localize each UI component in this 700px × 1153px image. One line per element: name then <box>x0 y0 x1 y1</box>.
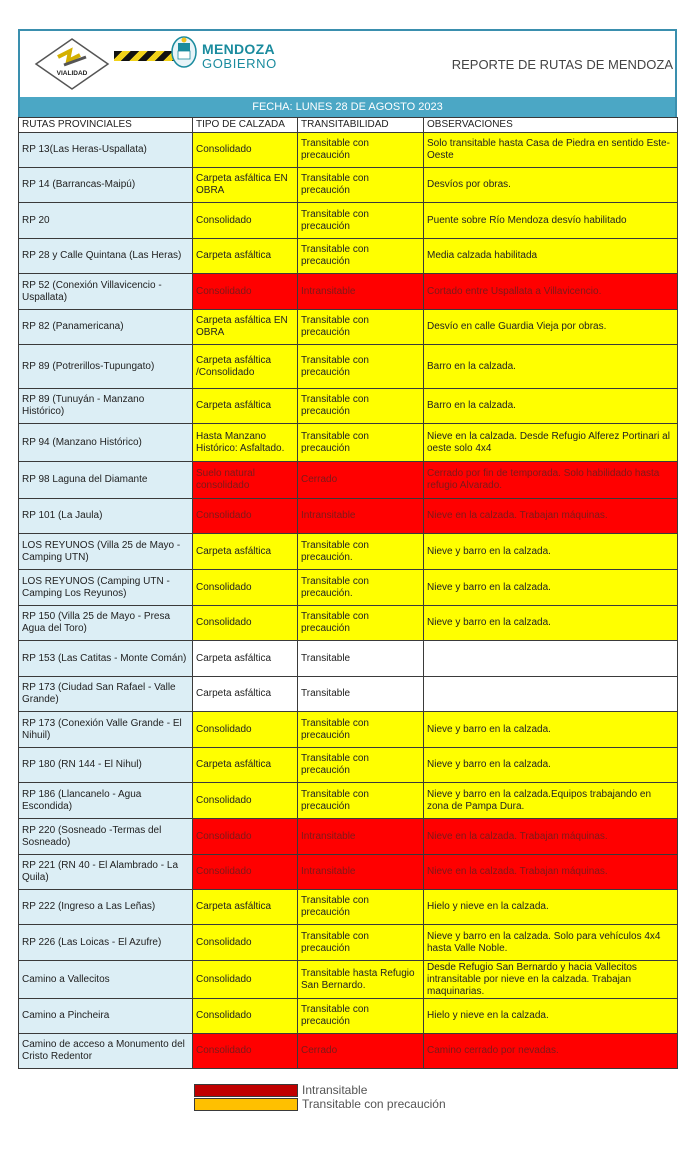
observation-cell: Nieve y barro en la calzada. <box>424 570 678 606</box>
table-row <box>19 855 678 890</box>
status-cell: Transitable con precaución <box>298 168 424 203</box>
surface-cell: Consolidado <box>193 783 298 819</box>
status-cell: Transitable con precaución <box>298 606 424 641</box>
observation-cell: Nieve y barro en la calzada. Solo para vehículos 4x4 hasta Valle Noble. <box>424 925 678 961</box>
status-cell: Cerrado <box>298 1034 424 1069</box>
table-row <box>19 1034 678 1069</box>
surface-cell: Suelo natural consolidado <box>193 462 298 499</box>
status-cell: Transitable con precaución <box>298 239 424 274</box>
surface-cell: Carpeta asfáltica /Consolidado <box>193 345 298 389</box>
surface-cell: Carpeta asfáltica <box>193 890 298 925</box>
observation-cell: Barro en la calzada. <box>424 389 678 424</box>
table-row <box>19 641 678 677</box>
observation-cell: Cortado entre Uspallata a Villavicencio. <box>424 274 678 310</box>
table-row <box>19 168 678 203</box>
surface-cell: Hasta Manzano Histórico: Asfaltado. <box>193 424 298 462</box>
route-cell: RP 220 (Sosneado -Termas del Sosneado) <box>19 819 193 855</box>
route-cell: RP 173 (Conexión Valle Grande - El Nihuil) <box>19 712 193 748</box>
gov-name-line2: GOBIERNO <box>202 56 277 71</box>
mendoza-seal-icon <box>170 35 198 69</box>
status-cell: Transitable con precaución <box>298 424 424 462</box>
vialidad-logo <box>34 37 110 91</box>
surface-cell: Consolidado <box>193 819 298 855</box>
surface-cell: Consolidado <box>193 925 298 961</box>
observation-cell: Nieve y barro en la calzada. <box>424 534 678 570</box>
route-cell: Camino a Vallecitos <box>19 961 193 999</box>
table-row <box>19 783 678 819</box>
status-cell: Transitable con precaución <box>298 133 424 168</box>
route-cell: RP 82 (Panamericana) <box>19 310 193 345</box>
surface-cell: Consolidado <box>193 274 298 310</box>
legend-swatch-orange <box>194 1098 298 1111</box>
table-row <box>19 748 678 783</box>
route-cell: RP 89 (Potrerillos-Tupungato) <box>19 345 193 389</box>
surface-cell: Carpeta asfáltica EN OBRA <box>193 168 298 203</box>
status-cell: Transitable con precaución <box>298 890 424 925</box>
table-row <box>19 345 678 389</box>
route-cell: RP 98 Laguna del Diamante <box>19 462 193 499</box>
observation-cell: Nieve en la calzada. Trabajan máquinas. <box>424 499 678 534</box>
table-row <box>19 239 678 274</box>
observation-cell: Desvío en calle Guardia Vieja por obras. <box>424 310 678 345</box>
status-cell: Intransitable <box>298 274 424 310</box>
table-row <box>19 819 678 855</box>
table-row <box>19 133 678 168</box>
route-cell: RP 101 (La Jaula) <box>19 499 193 534</box>
table-row <box>19 570 678 606</box>
observation-cell: Nieve y barro en la calzada. <box>424 606 678 641</box>
surface-cell: Consolidado <box>193 1034 298 1069</box>
legend-swatch-red <box>194 1084 298 1097</box>
surface-cell: Carpeta asfáltica <box>193 239 298 274</box>
table-row <box>19 890 678 925</box>
table-row <box>19 925 678 961</box>
column-header-route: RUTAS PROVINCIALES <box>19 118 193 133</box>
status-cell: Transitable con precaución <box>298 999 424 1034</box>
observation-cell: Hielo y nieve en la calzada. <box>424 999 678 1034</box>
status-cell: Transitable hasta Refugio San Bernardo. <box>298 961 424 999</box>
observation-cell: Nieve en la calzada. Desde Refugio Alferez Portinari al oeste solo 4x4 <box>424 424 678 462</box>
route-cell: RP 221 (RN 40 - El Alambrado - La Quila) <box>19 855 193 890</box>
route-cell: LOS REYUNOS (Camping UTN - Camping Los Reyunos) <box>19 570 193 606</box>
table-row <box>19 534 678 570</box>
table-row <box>19 961 678 999</box>
observation-cell <box>424 677 678 712</box>
table-row <box>19 310 678 345</box>
route-cell: LOS REYUNOS (Villa 25 de Mayo - Camping UTN) <box>19 534 193 570</box>
status-cell: Transitable con precaución <box>298 925 424 961</box>
vialidad-logo-text: VIALIDAD <box>56 70 88 77</box>
routes-table-body <box>19 133 678 1069</box>
surface-cell: Consolidado <box>193 570 298 606</box>
surface-cell: Carpeta asfáltica <box>193 534 298 570</box>
status-cell: Transitable <box>298 641 424 677</box>
status-cell: Cerrado <box>298 462 424 499</box>
table-row <box>19 389 678 424</box>
status-cell: Transitable con precaución <box>298 748 424 783</box>
surface-cell: Carpeta asfáltica <box>193 641 298 677</box>
surface-cell: Consolidado <box>193 712 298 748</box>
observation-cell: Nieve en la calzada. Trabajan máquinas. <box>424 855 678 890</box>
surface-cell: Carpeta asfáltica <box>193 677 298 712</box>
surface-cell: Carpeta asfáltica <box>193 389 298 424</box>
route-cell: RP 180 (RN 144 - El Nihul) <box>19 748 193 783</box>
route-cell: RP 226 (Las Loicas - El Azufre) <box>19 925 193 961</box>
route-cell: Camino de acceso a Monumento del Cristo Redentor <box>19 1034 193 1069</box>
table-row <box>19 462 678 499</box>
surface-cell: Consolidado <box>193 133 298 168</box>
surface-cell: Carpeta asfáltica <box>193 748 298 783</box>
status-cell: Transitable <box>298 677 424 712</box>
status-cell: Transitable con precaución. <box>298 570 424 606</box>
table-row <box>19 677 678 712</box>
route-cell: RP 13(Las Heras-Uspallata) <box>19 133 193 168</box>
report-page <box>18 29 677 1069</box>
route-cell: RP 14 (Barrancas-Maipú) <box>19 168 193 203</box>
gov-name-line1: MENDOZA <box>202 41 275 57</box>
table-header-row <box>19 118 678 133</box>
surface-cell: Consolidado <box>193 855 298 890</box>
route-cell: RP 153 (Las Catitas - Monte Comán) <box>19 641 193 677</box>
status-cell: Transitable con precaución <box>298 310 424 345</box>
column-header-surface: TIPO DE CALZADA <box>193 118 298 133</box>
route-cell: RP 28 y Calle Quintana (Las Heras) <box>19 239 193 274</box>
route-cell: RP 186 (Llancanelo - Agua Escondida) <box>19 783 193 819</box>
table-row <box>19 606 678 641</box>
observation-cell: Desde Refugio San Bernardo y hacia Vallecitos intransitable por nieve en la calzada. Trabajan maquinarias. <box>424 961 678 999</box>
table-row <box>19 999 678 1034</box>
table-row <box>19 499 678 534</box>
route-cell: RP 20 <box>19 203 193 239</box>
observation-cell: Nieve y barro en la calzada. <box>424 748 678 783</box>
column-header-status: TRANSITABILIDAD <box>298 118 424 133</box>
route-cell: Camino a Pincheira <box>19 999 193 1034</box>
surface-cell: Consolidado <box>193 203 298 239</box>
surface-cell: Consolidado <box>193 606 298 641</box>
observation-cell: Barro en la calzada. <box>424 345 678 389</box>
status-cell: Intransitable <box>298 499 424 534</box>
observation-cell <box>424 641 678 677</box>
legend-label-intransitable: Intransitable <box>302 1083 368 1097</box>
observation-cell: Cerrado por fin de temporada. Solo habilidado hasta refugio Alvarado. <box>424 462 678 499</box>
route-cell: RP 52 (Conexión Villavicencio - Uspallata) <box>19 274 193 310</box>
observation-cell: Hielo y nieve en la calzada. <box>424 890 678 925</box>
route-cell: RP 173 (Ciudad San Rafael - Valle Grande) <box>19 677 193 712</box>
route-cell: RP 150 (Villa 25 de Mayo - Presa Agua del Toro) <box>19 606 193 641</box>
route-cell: RP 89 (Tunuyán - Manzano Histórico) <box>19 389 193 424</box>
surface-cell: Consolidado <box>193 961 298 999</box>
table-row <box>19 203 678 239</box>
table-row <box>19 712 678 748</box>
status-cell: Transitable con precaución <box>298 712 424 748</box>
legend-label-precaucion: Transitable con precaución <box>302 1097 446 1111</box>
surface-cell: Consolidado <box>193 999 298 1034</box>
status-cell: Transitable con precaución <box>298 345 424 389</box>
observation-cell: Solo transitable hasta Casa de Piedra en sentido Este-Oeste <box>424 133 678 168</box>
table-row <box>19 274 678 310</box>
table-row <box>19 424 678 462</box>
status-cell: Transitable con precaución <box>298 389 424 424</box>
observation-cell: Nieve y barro en la calzada. <box>424 712 678 748</box>
routes-table <box>18 117 678 1069</box>
observation-cell: Camino cerrado por nevadas. <box>424 1034 678 1069</box>
observation-cell: Nieve y barro en la calzada.Equipos trabajando en zona de Pampa Dura. <box>424 783 678 819</box>
status-cell: Transitable con precaución. <box>298 534 424 570</box>
surface-cell: Carpeta asfáltica EN OBRA <box>193 310 298 345</box>
observation-cell: Media calzada habilitada <box>424 239 678 274</box>
route-cell: RP 222 (Ingreso a Las Leñas) <box>19 890 193 925</box>
report-header <box>18 29 677 97</box>
observation-cell: Nieve en la calzada. Trabajan máquinas. <box>424 819 678 855</box>
surface-cell: Consolidado <box>193 499 298 534</box>
status-cell: Intransitable <box>298 819 424 855</box>
observation-cell: Puente sobre Río Mendoza desvío habilitado <box>424 203 678 239</box>
column-header-observations: OBSERVACIONES <box>424 118 678 133</box>
status-cell: Intransitable <box>298 855 424 890</box>
status-cell: Transitable con precaución <box>298 783 424 819</box>
observation-cell: Desvíos por obras. <box>424 168 678 203</box>
report-date: FECHA: LUNES 28 DE AGOSTO 2023 <box>18 97 677 117</box>
report-title: REPORTE DE RUTAS DE MENDOZA <box>451 57 673 72</box>
route-cell: RP 94 (Manzano Histórico) <box>19 424 193 462</box>
status-cell: Transitable con precaución <box>298 203 424 239</box>
